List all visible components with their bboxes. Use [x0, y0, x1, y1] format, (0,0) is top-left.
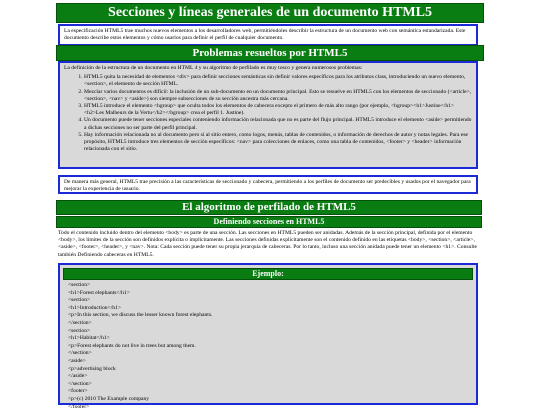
example-box: [58, 263, 478, 410]
algorithm-text: Todo el contenido incluido dentro del elemento <body> es parte de una sección. Las secciones en HTML5 pueden ser anidadas. Además de la sección principal, definida por el elemento <body>, los límites de la sección son definidos explícita o implícitamente. Las secciones definidas explícitamente son el contenido definido en las etiquetas <body>, <section>, <article>, <aside>, <footer>, <header>, y <nav>. Nota: Cada sección puede tener su propia jerarquía de cabeceras. Por lo tanto, incluso una sección anidada puede tener un elemento <h1>. Consulte también Definiendo cabeceras en HTML5.: [58, 230, 477, 258]
list-item: 3. HTML5 introduce el elemento <hgroup> que oculta todos los elementos de cabecera excepto el primero de más alto rango (por ejemplo, <hgroup><h1>Justine</h1><h2>Les Malheurs de la Vertu</h2></hgroup> crea el perfil 1. Justine).: [84, 103, 472, 117]
algorithm-subheading: Definiendo secciones en HTML5: [56, 216, 482, 228]
algorithm-section: [56, 200, 482, 258]
page-title: Secciones y líneas generales de un documento HTML5: [56, 3, 484, 23]
list-item: 4. Un documento puede tener secciones especiales conteniendo información relacionada que no es parte del flujo principal. HTML5 introduce el elemento <aside> permitiendo a dichas secciones no ser parte del perfil principal.: [84, 117, 472, 131]
intro-box: [58, 24, 478, 46]
problems-list: [64, 74, 472, 153]
algorithm-heading: El algoritmo de perfilado de HTML5: [56, 200, 482, 215]
list-item: 5. Hay información relacionada no al documento pero sí al sitio entero, como logos, menús, tablas de contenidos, o información de derechos de autor y notas legales. Para ese propósito, HTML5 introduce tres elementos de sección específicos: <nav> para colecciones de enlaces, como una tabla de contenidos, <footer> y <header> información relacionada con el sitio.: [84, 132, 472, 154]
list-item: 2. Mezclar varios documentos es difícil: la inclusión de un sub-documento en un documento principal. Esto se resuelve en HTML5 con los elementos de seccionado (<article>, <section>, <nav> y <aside>) son siempre subsecciones de su sección ancestra más cercana.: [84, 89, 472, 103]
problems-box: [58, 61, 478, 169]
example-code: <section> <h1>Forest elephants</h1> <section> <h1>Introduction</h1> <p>In this section, we discuss the lesser known forest elephants. </section> <section> <h1>Habitat</h1> <p>Forest elephants do not live in trees but among them. </section> <aside> <p>advertising block </aside> </section> <footer> <p>(c) 2010 The Example company </footer>: [68, 282, 213, 410]
intro-text: La especificación HTML5 trae muchos nuevos elementos a los desarrolladores web, permitiéndoles describir la estructura de un documento web con semántica estandarizada. Este documento describe estos elementos y cómo usarlos para definir el perfil de cualquier documento.: [64, 28, 466, 42]
problems-heading: Problemas resueltos por HTML5: [56, 45, 484, 61]
problems-lead: La definición de la estructura de un documento en HTML 4 y su algoritmo de perfilado es muy tosco y genera numerosos problemas:: [64, 65, 363, 71]
list-item: 1. HTML5 quita la necesidad de elementos <div> para definir secciones semánticas sin definir valores específicos para los atributos class, introduciendo un nuevo elemento, <section>, el elemento de sección HTML.: [84, 74, 472, 88]
summary-box: [58, 175, 478, 194]
example-heading: Ejemplo:: [63, 268, 473, 280]
summary-text: De manera más general, HTML5 trae precisión a las características de seccionado y cabecera, permitiendo a los perfiles de documento ser predecibles y usados por el navegador para mejorar la experiencia de usuario.: [64, 179, 471, 193]
